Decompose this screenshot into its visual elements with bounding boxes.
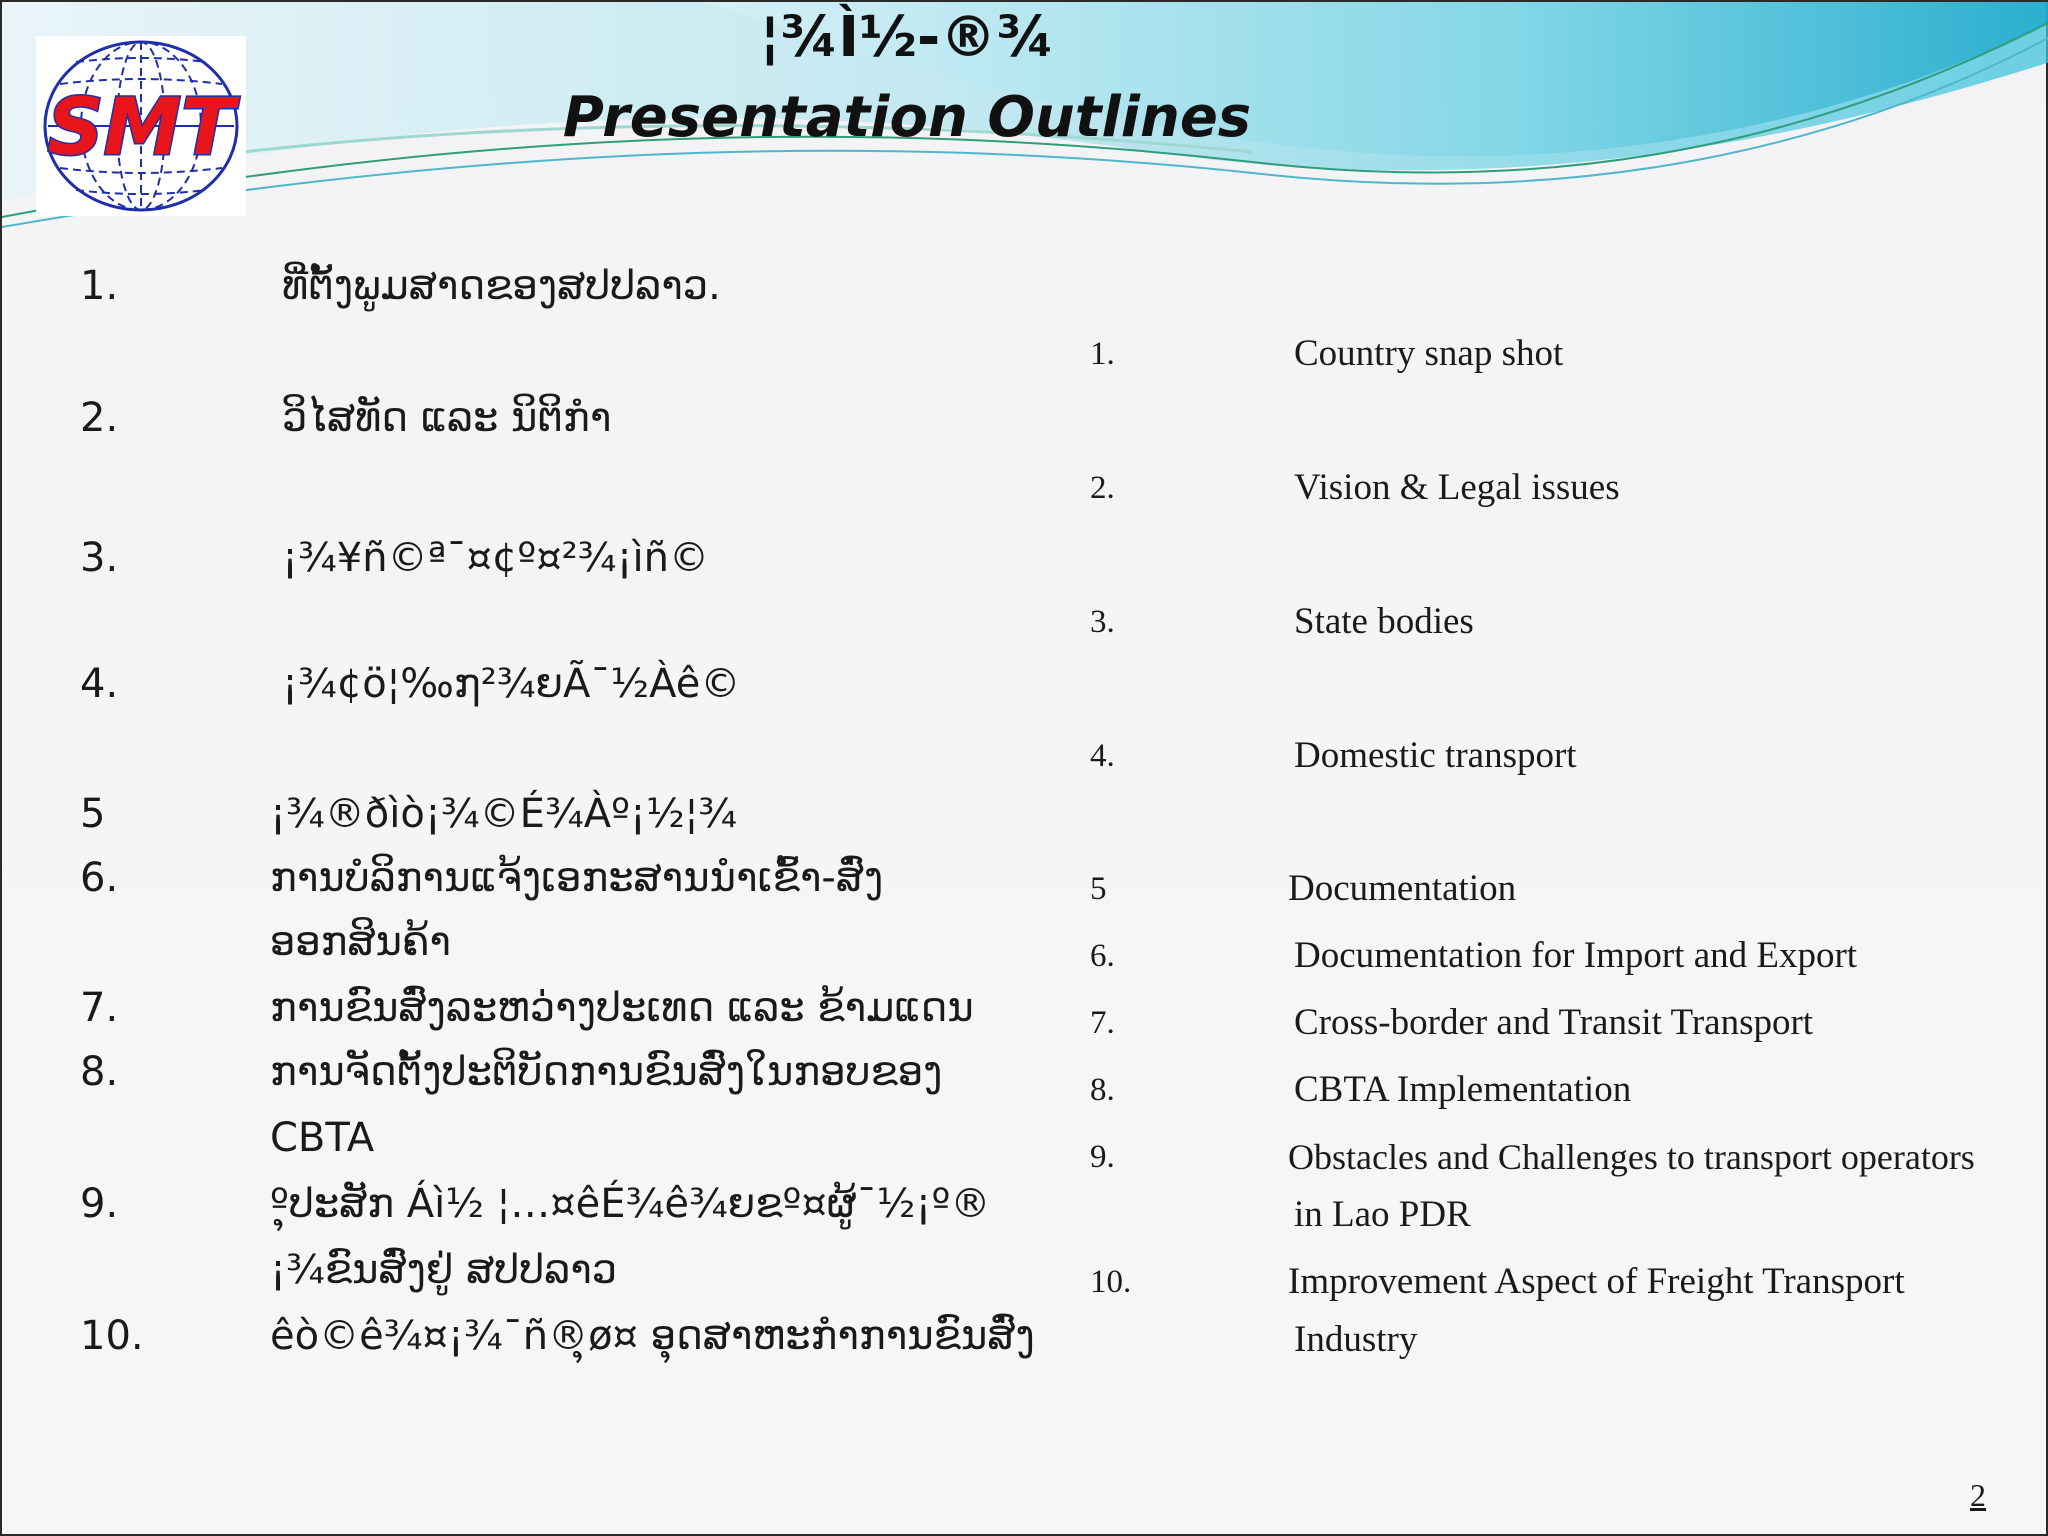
page-number: 2: [1970, 1477, 1986, 1513]
list-item-text: Documentation: [1288, 868, 1517, 909]
list-item-text: êò©ê¾¤¡¾¯ñ®ຸø¤ ອຸດສາຫະກຳການຂົນສົ່ງ: [270, 1313, 1035, 1359]
list-item-number: 6.: [80, 855, 119, 901]
list-item-text: Vision & Legal issues: [1294, 467, 1620, 508]
list-item-number: 8.: [1090, 1072, 1115, 1108]
list-item-text: ການຂົນສົ່ງລະຫວ່າງປະເທດ ແລະ ຂ້າມແດນ: [270, 985, 974, 1031]
list-item-number: 9.: [80, 1181, 119, 1227]
list-item-number: 10.: [1090, 1264, 1132, 1300]
list-item-number: 9.: [1090, 1139, 1115, 1175]
list-item-number: 4.: [80, 661, 119, 707]
list-item-number: 5: [80, 791, 106, 837]
list-item-number: 1.: [80, 263, 119, 309]
list-item-text: ທີ່ຕັ້ງພູມສາດຂອງສປປລາວ.: [282, 263, 721, 309]
list-item-text: Obstacles and Challenges to transport operators: [1288, 1137, 1975, 1177]
list-item-text: State bodies: [1294, 601, 1474, 642]
logo-text: SMT: [47, 83, 235, 173]
list-item-text: Cross-border and Transit Transport: [1294, 1002, 1814, 1043]
list-item-number: 7.: [1090, 1005, 1115, 1041]
list-item-text: Domestic transport: [1294, 735, 1577, 776]
list-item-number: 3.: [80, 535, 119, 581]
page-title: Presentation Outlines: [562, 85, 1252, 150]
list-item-text: ການຈັດຕັ້ງປະຕິບັດການຂົນສົ່ງໃນກອບຂອງ: [270, 1049, 943, 1095]
list-item-text: ºຸປະສັກ Áì½ ¦…¤êÉ¾ê¾ຍຂº¤ຜູ້¯½¡º®: [270, 1181, 991, 1227]
list-item-text: ວິໄສທັດ ແລະ ນິຕິກຳ: [282, 395, 612, 441]
list-item-number: 8.: [80, 1049, 119, 1095]
list-item-number: 3.: [1090, 604, 1115, 640]
list-item-number: 10.: [80, 1313, 144, 1359]
list-item-text-cont: CBTA: [270, 1115, 375, 1161]
list-item-text: CBTA Implementation: [1294, 1069, 1632, 1110]
list-item-number: 5: [1090, 871, 1107, 907]
list-item-number: 7.: [80, 985, 119, 1031]
list-item-text: ¡¾¢ö¦‰໗²¾ຍÃ¯½Àê©: [282, 661, 741, 707]
page-title-lao: ¦¾Ì½-®¾: [759, 5, 1055, 70]
list-item-text-cont: ອອກສິນຄ້າ: [270, 919, 451, 965]
list-item-text: Improvement Aspect of Freight Transport: [1288, 1261, 1905, 1302]
list-item-number: 2.: [80, 395, 119, 441]
list-item-text: ¡¾¥ñ©ª¯¤¢º¤²¾¡ìñ©: [282, 535, 709, 581]
list-item-number: 1.: [1090, 336, 1115, 372]
list-item-number: 6.: [1090, 938, 1115, 974]
list-item-text-cont: Industry: [1294, 1319, 1418, 1360]
list-item-text-cont: ¡¾ຂົນສົ່ງຢູ່ ສປປລາວ: [270, 1247, 618, 1293]
list-item-text: ¡¾®ðìò¡¾©É¾Àº¡½¦¾: [270, 791, 737, 837]
list-item-text-cont: in Lao PDR: [1294, 1194, 1471, 1235]
list-item-text: ການບໍລິການແຈ້ງເອກະສານນຳເຂົ້າ-ສົ່ງ: [270, 855, 884, 901]
list-item-text: Country snap shot: [1294, 333, 1564, 374]
list-item-number: 2.: [1090, 470, 1115, 506]
list-item-text: Documentation for Import and Export: [1294, 935, 1858, 976]
list-item-number: 4.: [1090, 738, 1115, 774]
